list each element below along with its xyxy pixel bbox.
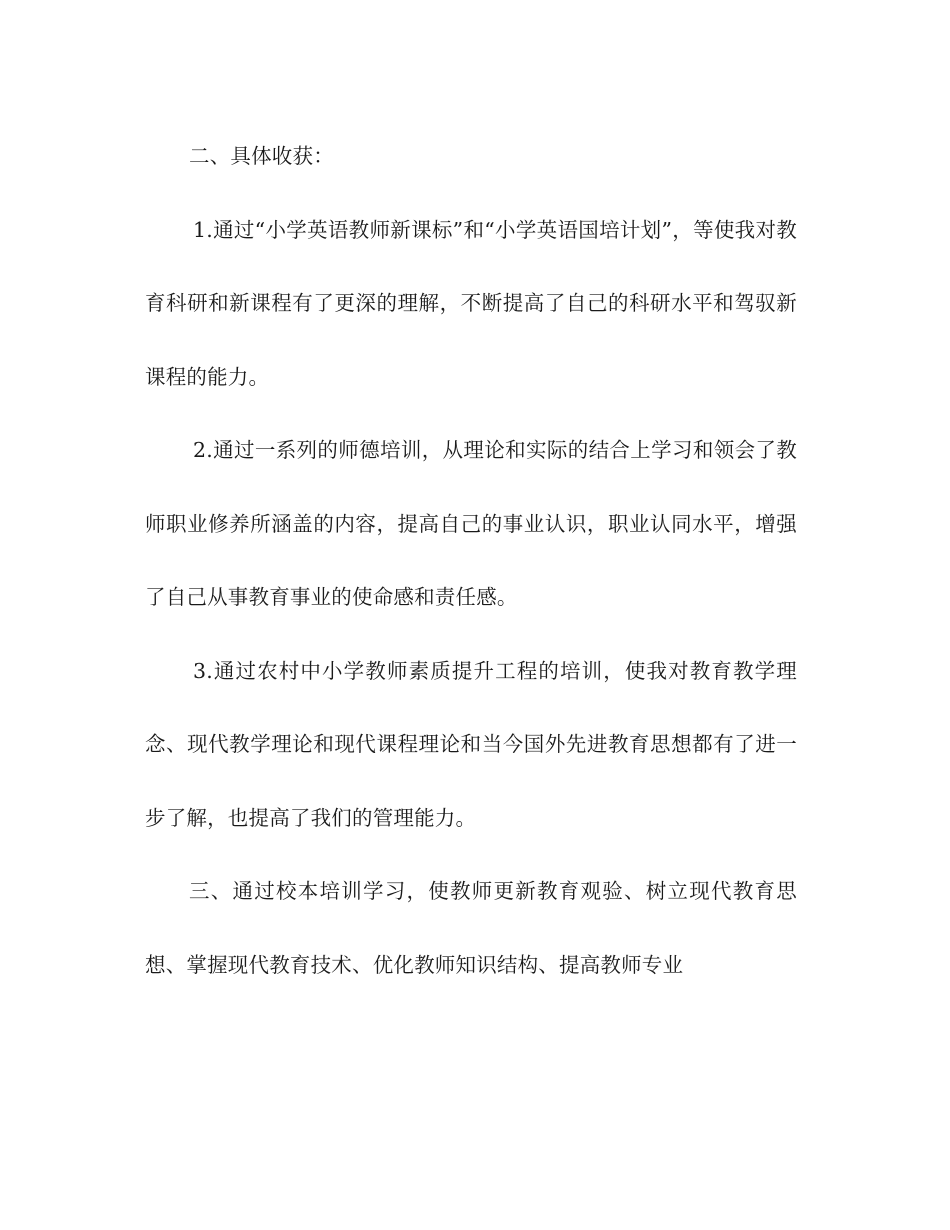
section-heading-two: 二、具体收获： — [189, 144, 334, 168]
document-body — [145, 120, 797, 1002]
section-three-paragraph: 三、通过校本培训学习，使教师更新教育观验、树立现代教育思想、掌握现代教育技术、优化教师知识结构、提高教师专业 — [145, 879, 797, 977]
paragraph-3: 3.通过农村中小学教师素质提升工程的培训，使我对教育教学理念、现代教学理论和现代课程理论和当今国外先进教育思想都有了进一步了解，也提高了我们的管理能力。 — [145, 658, 797, 830]
paragraph-2: 2.通过一系列的师德培训，从理论和实际的结合上学习和领会了教师职业修养所涵盖的内容，提高自己的事业认识，职业认同水平，增强了自己从事教育事业的使命感和责任感。 — [145, 438, 797, 609]
paragraph-1: 1.通过“小学英语教师新课标”和“小学英语国培计划”，等使我对教育科研和新课程有了更深的理解，不断提高了自己的科研水平和驾驭新课程的能力。 — [145, 217, 797, 389]
